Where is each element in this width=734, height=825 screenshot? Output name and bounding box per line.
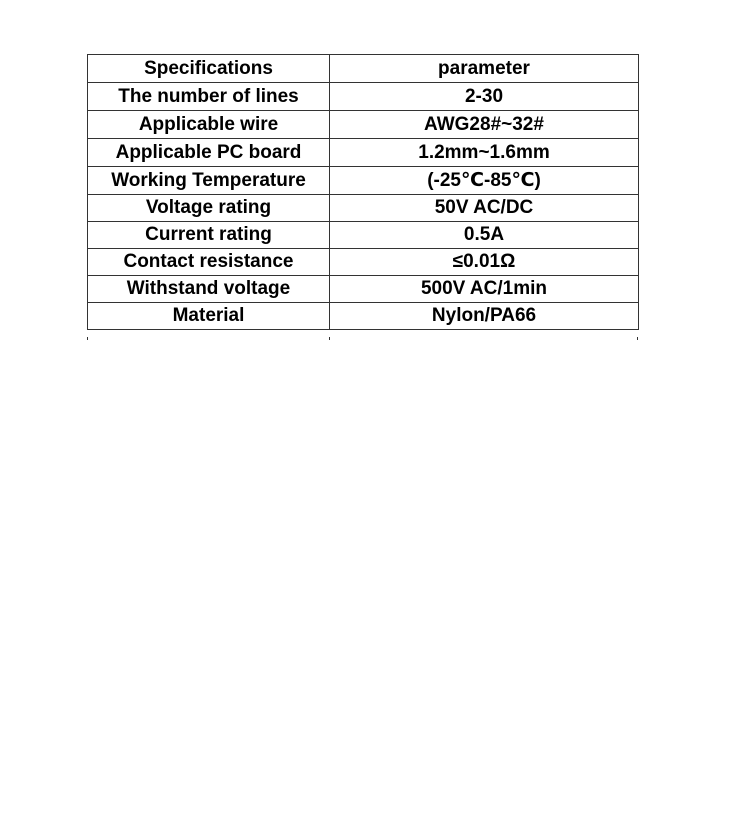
table-row (88, 111, 639, 139)
table-row (88, 249, 639, 276)
spec-value: (-25℃-85℃) (330, 167, 639, 195)
table-header-row (88, 55, 639, 83)
table-row (88, 195, 639, 222)
header-parameter: parameter (330, 55, 639, 83)
table-row (88, 276, 639, 303)
table-border-tail (329, 337, 330, 340)
spec-name: Material (88, 303, 330, 330)
spec-name: Applicable PC board (88, 139, 330, 167)
spec-name: Withstand voltage (88, 276, 330, 303)
table-row (88, 303, 639, 330)
spec-value: 500V AC/1min (330, 276, 639, 303)
table-row (88, 222, 639, 249)
spec-name: Contact resistance (88, 249, 330, 276)
spec-value: 50V AC/DC (330, 195, 639, 222)
specifications-table (87, 54, 639, 330)
spec-value: AWG28#~32# (330, 111, 639, 139)
spec-value: 0.5A (330, 222, 639, 249)
spec-name: The number of lines (88, 83, 330, 111)
spec-name: Voltage rating (88, 195, 330, 222)
table-row (88, 167, 639, 195)
spec-name: Working Temperature (88, 167, 330, 195)
spec-value: Nylon/PA66 (330, 303, 639, 330)
table-row (88, 83, 639, 111)
table-border-tail (637, 337, 638, 340)
spec-name: Applicable wire (88, 111, 330, 139)
table-row (88, 139, 639, 167)
spec-name: Current rating (88, 222, 330, 249)
header-specifications: Specifications (88, 55, 330, 83)
spec-value: 1.2mm~1.6mm (330, 139, 639, 167)
spec-value: 2-30 (330, 83, 639, 111)
table-border-tail (87, 337, 88, 340)
spec-value: ≤0.01Ω (330, 249, 639, 276)
